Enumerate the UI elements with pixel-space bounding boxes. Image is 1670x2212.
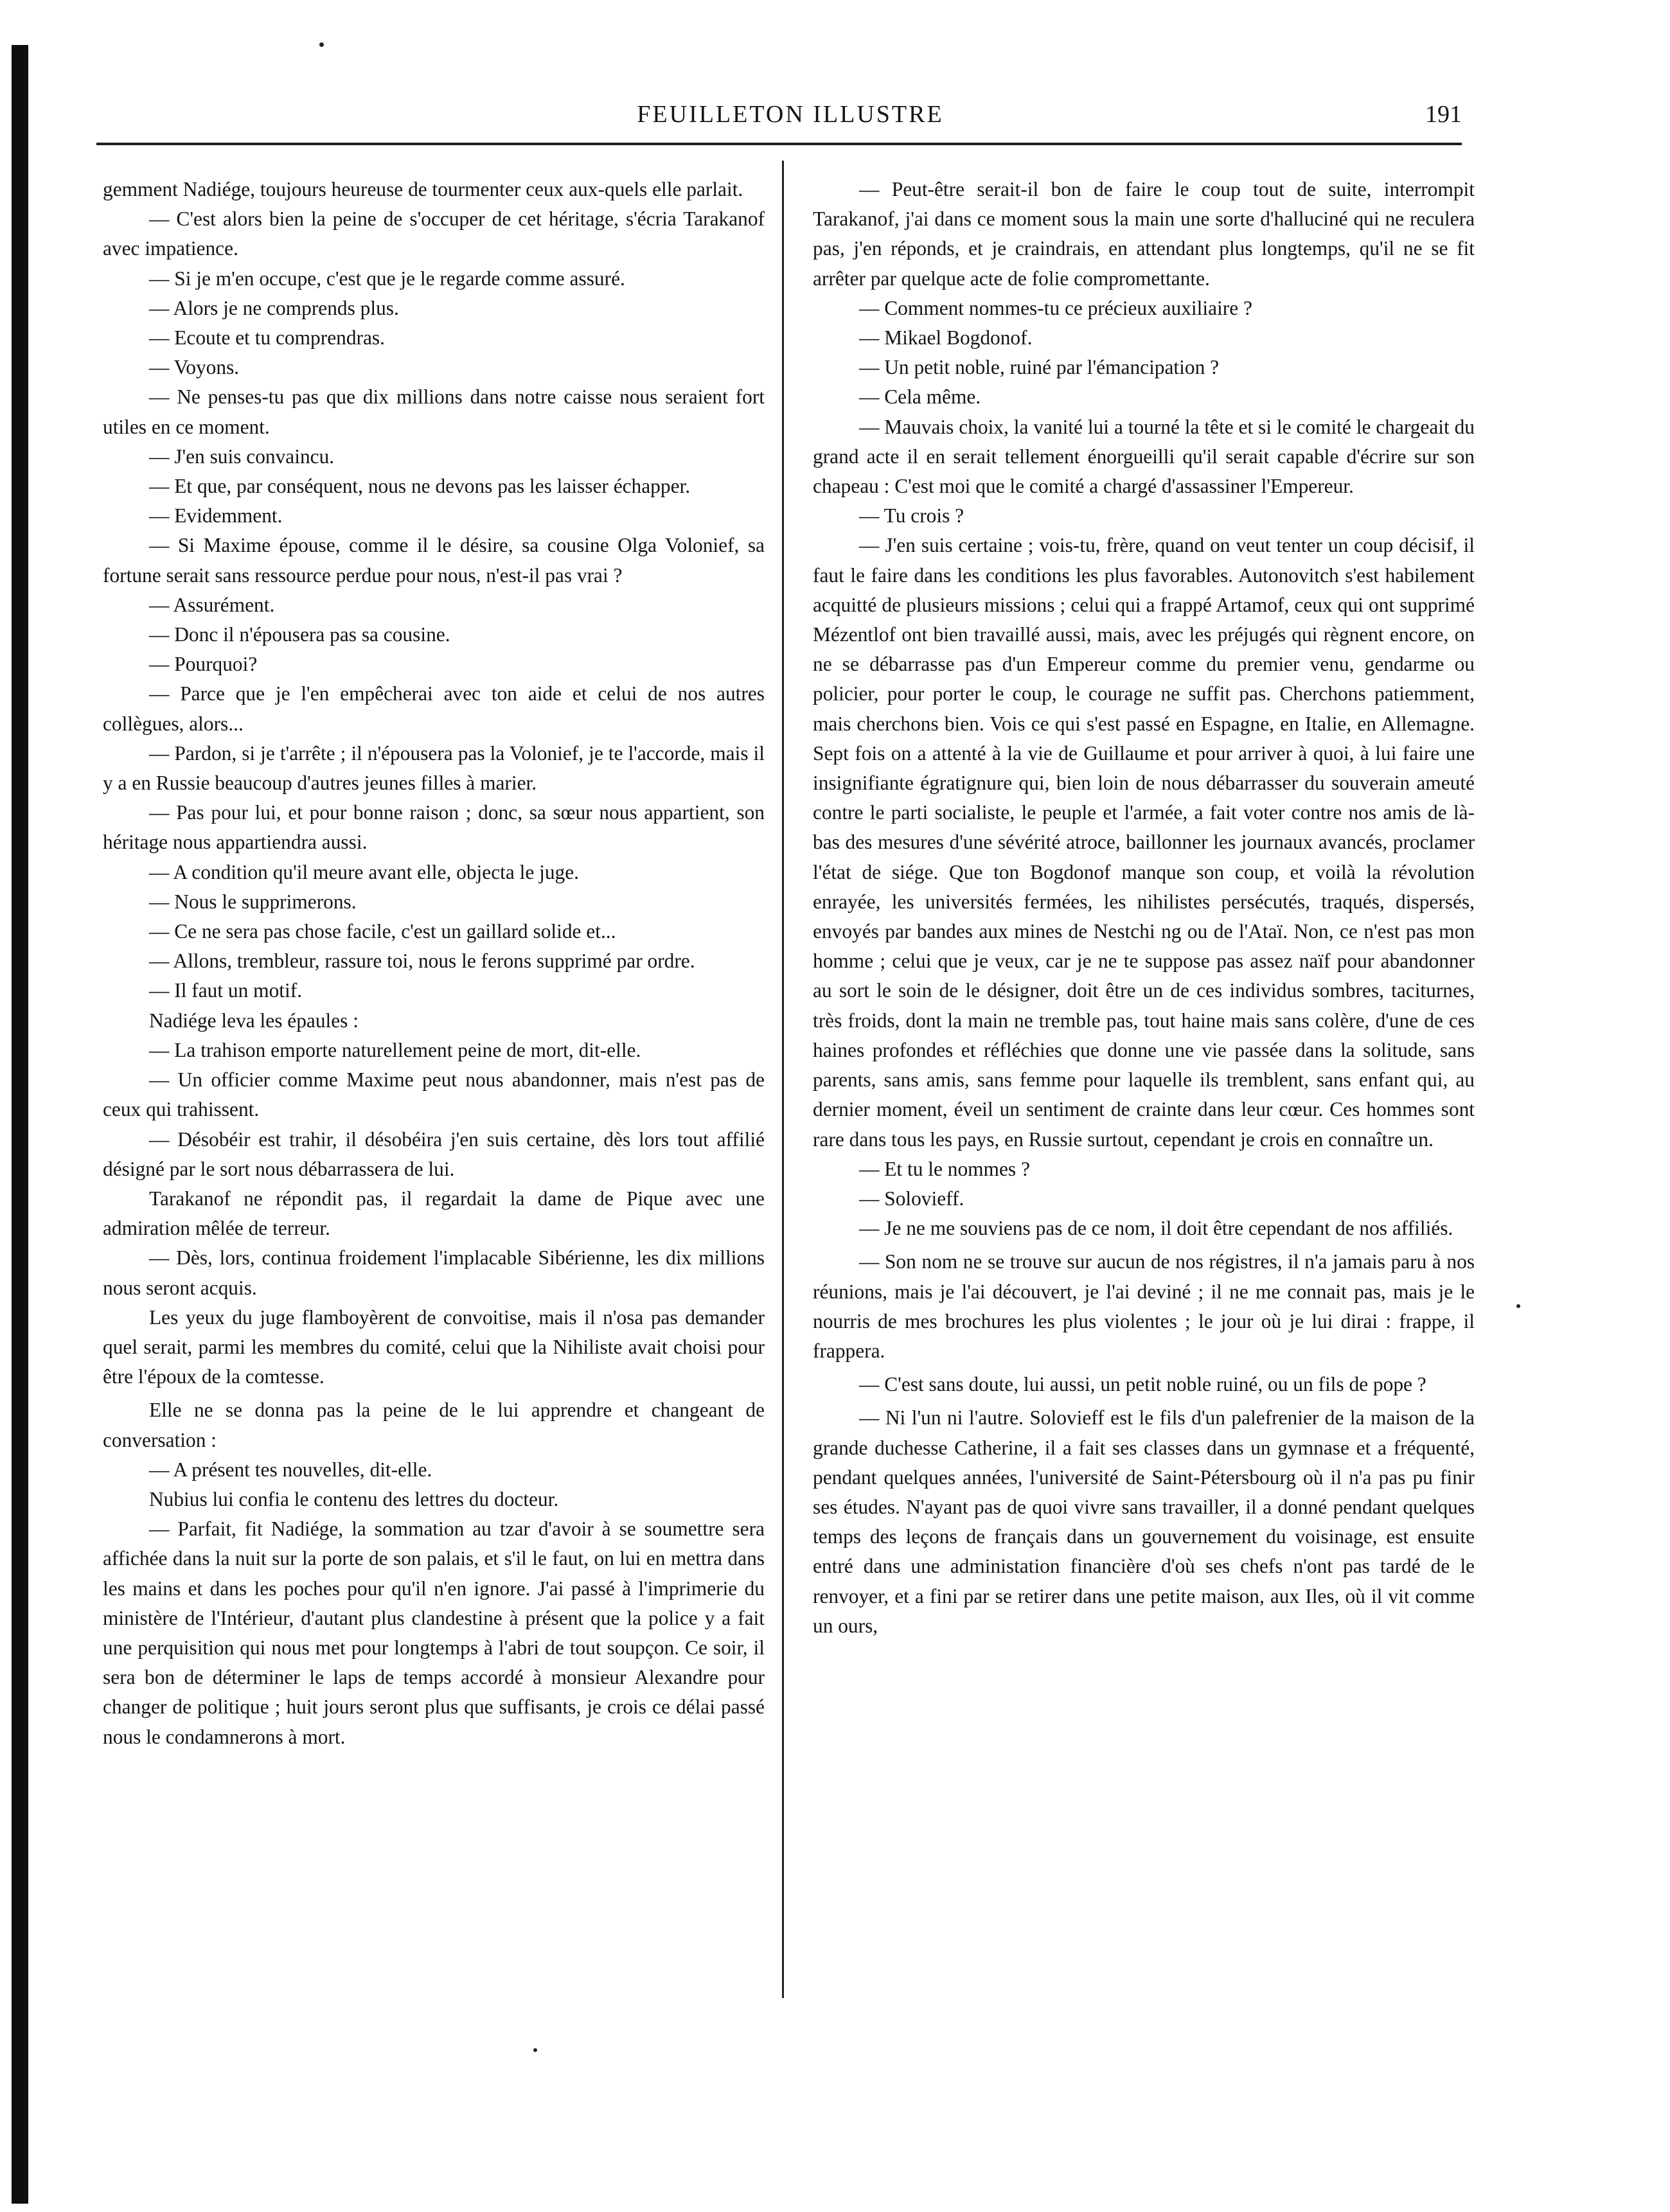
paragraph: — Parce que je l'en empêcherai avec ton aide et celui de nos autres collègues, alors...	[103, 682, 765, 735]
page-number: 191	[1425, 101, 1462, 128]
paragraph: Nadiége leva les épaules :	[149, 1009, 359, 1032]
ink-speck	[319, 42, 324, 47]
paragraph: — J'en suis certaine ; vois-tu, frère, quand on veut tenter un coup décisif, il faut le faire dans les conditions les plus favorables. Autonovitch s'est habilement acquitté de plusieurs missions ; celui qui a frappé Artamof, ceux qui ont supprimé Mézentlof ont bien travaillé aussi, mais, avec les préjugés qui règnent encore, on ne se débarrasse pas d'un Empereur comme du premier venu, gendarme ou policier, pour porter le coup, le courage ne suffit pas. Cherchons patiemment, mais cherchons bien. Vois ce qui s'est passé en Espagne, en Italie, en Allemagne. Sept fois on a attenté à la vie de Guillaume et pour arriver à quoi, à lui faire une insignifiante égratignure qui, bien loin de nous débarrasser du souverain ameuté contre le parti socialiste, le peuple et l'armée, a fait voter contre nos amis de là-bas des mesures d'une sévérité atroce, baillonner les journaux avancés, proclamer l'état de siége. Que ton Bogdonof manque son coup, et voilà la révolution enrayée, les universités fermées, les nihilistes persécutés, traqués, dispersés, envoyés par bandes aux mines de Nestchi ng ou de l'Ataï. Non, ce n'est pas mon homme ; celui que je veux, car je ne te suppose pas assez naïf pour abandonner au sort le soin de le désigner, doit être un de ces individus sombres, taciturnes, très froids, dont la main ne tremble pas, tout haine mais sans colère, d'une de ces haines profondes et réfléchies que donne une vie passée dans la solitude, sans parents, sans amis, sans femme pour laquelle ils tremblent, sans enfant qui, au dernier moment, éveil un sentiment de crainte dans leur cœur. Ces hommes sont rare dans tous les pays, en Russie surtout, cependant je crois en connaître un.	[813, 534, 1475, 1151]
paragraph: — Désobéir est trahir, il désobéira j'en suis certaine, dès lors tout affilié désigné par le sort nous débarrassera de lui.	[103, 1128, 765, 1180]
paragraph: — Je ne me souviens pas de ce nom, il doit être cependant de nos affiliés.	[859, 1217, 1453, 1240]
paragraph: — A présent tes nouvelles, dit-elle.	[149, 1458, 432, 1481]
paragraph: Les yeux du juge flamboyèrent de convoitise, mais il n'osa pas demander quel serait, parmi les membres du comité, celui que la Nihiliste avait choisi pour être l'époux de la comtesse.	[103, 1305, 765, 1388]
paragraph: — Dès, lors, continua froidement l'implacable Sibérienne, les dix millions nous seront acquis.	[103, 1246, 765, 1299]
paragraph: — Ni l'un ni l'autre. Solovieff est le fils d'un palefrenier de la maison de la grande duchesse Catherine, il a fait ses classes dans un gymnase et a fréquenté, pendant quelques années, l'université de Saint-Pétersbourg où il n'a pas pu finir ses études. N'ayant pas de quoi vivre sans travailler, il a donné pendant quelques temps des leçons de français dans un gouvernement du voisinage, est ensuite entré dans une administation financière d'où ses chefs n'ont pas tardé de le renvoyer, et a fini par se retirer dans une petite maison, aux Iles, où il vit comme un ours,	[813, 1406, 1475, 1637]
paragraph: — A condition qu'il meure avant elle, objecta le juge.	[149, 860, 580, 883]
paragraph: — Il faut un motif.	[149, 979, 303, 1002]
paragraph: — C'est alors bien la peine de s'occuper de cet héritage, s'écria Tarakanof avec impatience.	[103, 208, 765, 260]
paragraph: — Evidemment.	[149, 504, 283, 527]
paragraph: — Allons, trembleur, rassure toi, nous le ferons supprimé par ordre.	[149, 950, 695, 973]
paragraph: — Assurément.	[149, 593, 275, 616]
paragraph: — La trahison emporte naturellement peine de mort, dit-elle.	[149, 1038, 641, 1061]
header-title: FEUILLETON ILLUSTRE	[637, 101, 944, 128]
ink-speck	[533, 2048, 537, 2052]
paragraph: — Nous le supprimerons.	[149, 890, 357, 913]
paragraph: — Pas pour lui, et pour bonne raison ; donc, sa sœur nous appartient, son héritage nous appartiendra aussi.	[103, 801, 765, 854]
paragraph: — Parfait, fit Nadiége, la sommation au tzar d'avoir à se soumettre sera affichée dans la nuit sur la porte de son palais, et s'il le faut, on lui en mettra dans les mains et dans les poches pour qu'il n'en ignore. J'ai passé à l'imprimerie du ministère de l'Intérieur, d'autant plus clandestine à présent que la police y a fait une perquisition qui nous met pour longtemps à l'abri de tout soupçon. Ce soir, il sera bon de déterminer le laps de temps accordé à monsieur Alexandre pour changer de politique ; huit jours seront plus que suffisants, je crois ce délai passé nous le condamnerons à mort.	[103, 1517, 765, 1748]
binding-edge	[12, 45, 28, 2204]
paragraph: — Si Maxime épouse, comme il le désire, sa cousine Olga Volonief, sa fortune serait sans ressource perdue pour nous, n'est-il pas vrai ?	[103, 534, 765, 587]
paragraph: — Cela même.	[859, 385, 981, 409]
paragraph: — Comment nommes-tu ce précieux auxiliaire ?	[859, 296, 1252, 319]
paragraph: — Mauvais choix, la vanité lui a tourné la tête et si le comité le chargeait du grand acte il en serait tellement énorgueilli qu'il serait capable d'écrire sur son chapeau : C'est moi que le comité a chargé d'assassiner l'Empereur.	[813, 415, 1475, 498]
column-rule	[782, 161, 784, 1998]
paragraph: — Ecoute et tu comprendras.	[149, 326, 385, 349]
paragraph: — Donc il n'épousera pas sa cousine.	[149, 623, 450, 646]
paragraph: — Voyons.	[149, 356, 240, 379]
paragraph: — Un officier comme Maxime peut nous abandonner, mais n'est pas de ceux qui trahissent.	[103, 1068, 765, 1121]
paragraph: Tarakanof ne répondit pas, il regardait la dame de Pique avec une admiration mêlée de terreur.	[103, 1187, 765, 1240]
left-column	[103, 175, 765, 1752]
paragraph: — Alors je ne comprends plus.	[149, 296, 399, 319]
header-rule	[96, 143, 1462, 145]
paragraph: — Peut-être serait-il bon de faire le coup tout de suite, interrompit Tarakanof, j'ai dans ce moment sous la main une sorte d'halluciné qui ne reculera pas, j'en réponds, et je craindrais, en attendant plus longtemps, qu'il ne se fit arrêter par quelque acte de folie compromettante.	[813, 178, 1475, 290]
paragraph: Elle ne se donna pas la peine de le lui apprendre et changeant de conversation :	[103, 1399, 765, 1451]
paragraph: — Ce ne sera pas chose facile, c'est un gaillard solide et...	[149, 920, 616, 943]
paragraph: — Un petit noble, ruiné par l'émancipation ?	[859, 356, 1220, 379]
paragraph: — Mikael Bogdonof.	[859, 326, 1033, 349]
paragraph: Nubius lui confia le contenu des lettres du docteur.	[149, 1487, 559, 1510]
paragraph: — Son nom ne se trouve sur aucun de nos régistres, il n'a jamais paru à nos réunions, mais je l'ai découvert, je l'ai deviné ; il ne me connait pas, mais je le nourris de mes brochures les plus violentes ; le jour où je lui dirai : frappe, il frappera.	[813, 1250, 1475, 1362]
paragraph: — Pardon, si je t'arrête ; il n'épousera pas la Volonief, je te l'accorde, mais il y a en Russie beaucoup d'autres jeunes filles à marier.	[103, 741, 765, 795]
paragraph: — Tu crois ?	[859, 504, 964, 527]
paragraph: — Ne penses-tu pas que dix millions dans notre caisse nous seraient fort utiles en ce moment.	[103, 385, 765, 438]
paragraph: gemment Nadiége, toujours heureuse de tourmenter ceux aux-quels elle parlait.	[103, 178, 743, 200]
paragraph: — Pourquoi?	[149, 653, 258, 676]
paragraph: — Si je m'en occupe, c'est que je le regarde comme assuré.	[149, 267, 625, 290]
paragraph: — C'est sans doute, lui aussi, un petit noble ruiné, ou un fils de pope ?	[859, 1373, 1426, 1396]
ink-speck	[1516, 1304, 1520, 1308]
paragraph: — Et que, par conséquent, nous ne devons pas les laisser échapper.	[149, 475, 691, 498]
paragraph: — Et tu le nommes ?	[859, 1157, 1030, 1180]
right-column	[813, 175, 1475, 1641]
running-header	[96, 96, 1462, 141]
paragraph: — J'en suis convaincu.	[149, 445, 335, 468]
paragraph: — Solovieff.	[859, 1187, 964, 1210]
